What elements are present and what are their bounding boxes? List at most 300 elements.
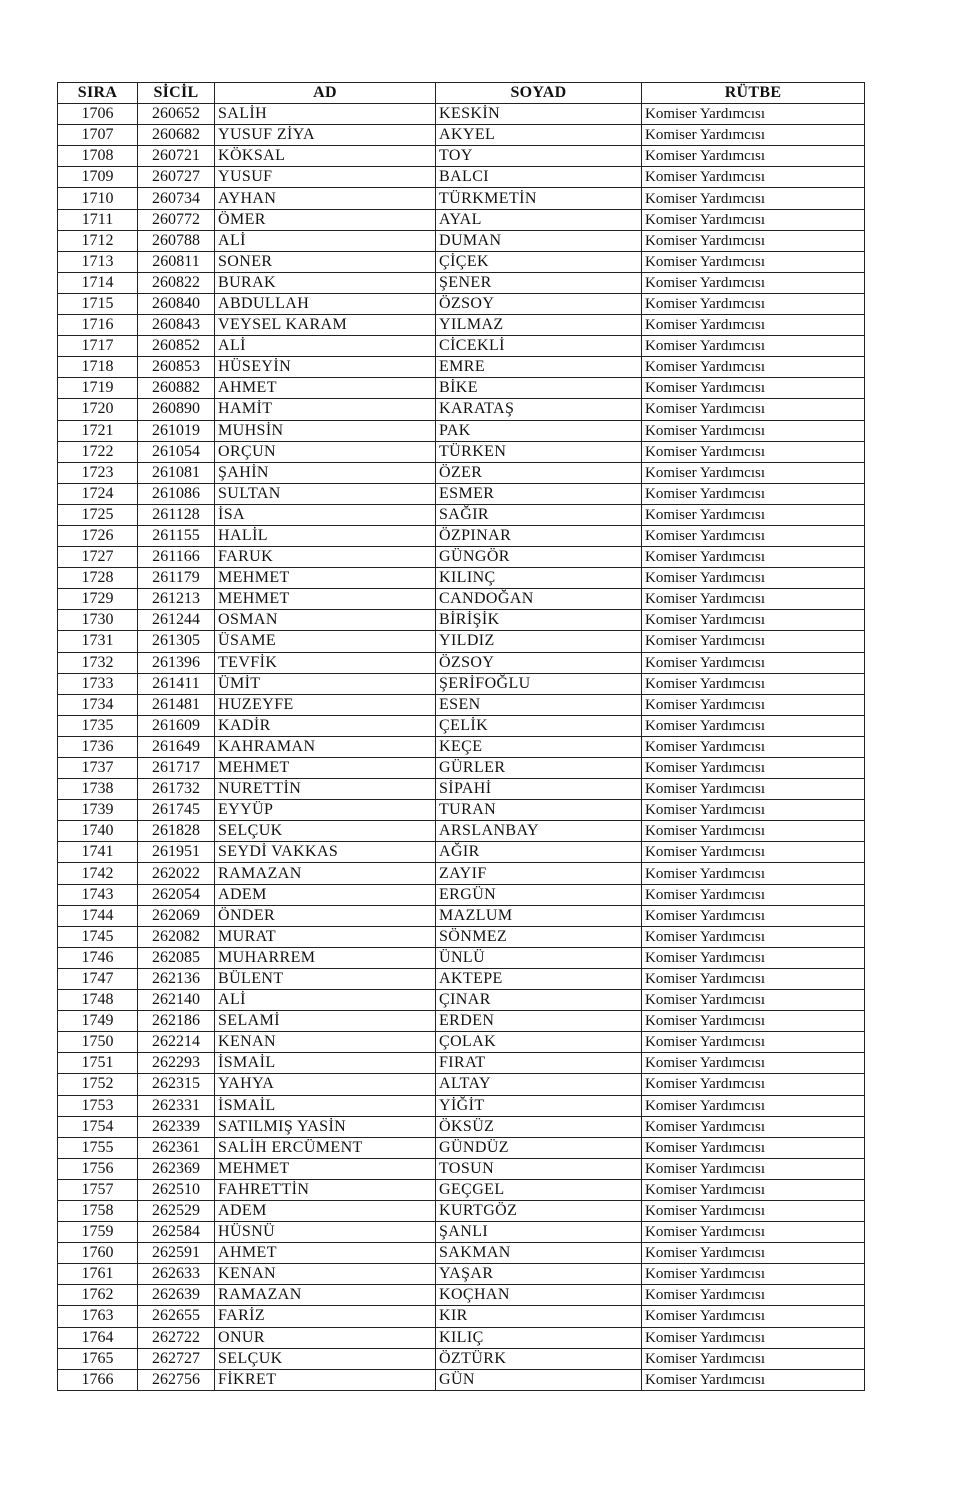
ad-cell: SELÇUK <box>215 821 436 842</box>
sira-cell: 1713 <box>58 251 138 272</box>
sira-cell: 1711 <box>58 209 138 230</box>
sira-cell: 1727 <box>58 547 138 568</box>
table-row <box>58 209 865 230</box>
rutbe-cell: Komiser Yardımcısı <box>642 209 865 230</box>
sira-cell: 1715 <box>58 293 138 314</box>
table-row <box>58 1095 865 1116</box>
ad-cell: BURAK <box>215 272 436 293</box>
ad-cell: HALİL <box>215 525 436 546</box>
sira-cell: 1734 <box>58 694 138 715</box>
sira-cell: 1755 <box>58 1137 138 1158</box>
ad-cell: FİKRET <box>215 1369 436 1390</box>
soyad-cell: KESKİN <box>436 104 642 125</box>
rutbe-cell: Komiser Yardımcısı <box>642 884 865 905</box>
rutbe-cell: Komiser Yardımcısı <box>642 483 865 504</box>
sicil-cell: 261396 <box>138 652 215 673</box>
sicil-cell: 260822 <box>138 272 215 293</box>
soyad-cell: ÇELİK <box>436 715 642 736</box>
sicil-cell: 261244 <box>138 610 215 631</box>
sicil-cell: 261213 <box>138 589 215 610</box>
ad-cell: ONUR <box>215 1327 436 1348</box>
rutbe-cell: Komiser Yardımcısı <box>642 104 865 125</box>
soyad-cell: ŞANLI <box>436 1222 642 1243</box>
table-row <box>58 652 865 673</box>
rutbe-cell: Komiser Yardımcısı <box>642 125 865 146</box>
sira-cell: 1758 <box>58 1200 138 1221</box>
ad-cell: VEYSEL KARAM <box>215 315 436 336</box>
table-row <box>58 673 865 694</box>
table-row <box>58 1369 865 1390</box>
ad-cell: MEHMET <box>215 589 436 610</box>
ad-cell: HÜSNÜ <box>215 1222 436 1243</box>
sicil-cell: 262140 <box>138 990 215 1011</box>
sicil-cell: 261155 <box>138 525 215 546</box>
sira-cell: 1743 <box>58 884 138 905</box>
soyad-cell: BİRİŞİK <box>436 610 642 631</box>
ad-cell: YUSUF ZİYA <box>215 125 436 146</box>
rutbe-cell: Komiser Yardımcısı <box>642 1053 865 1074</box>
table-row <box>58 990 865 1011</box>
soyad-cell: TÜRKMETİN <box>436 188 642 209</box>
ad-cell: ABDULLAH <box>215 293 436 314</box>
sicil-cell: 262214 <box>138 1032 215 1053</box>
table-row <box>58 167 865 188</box>
rutbe-cell: Komiser Yardımcısı <box>642 631 865 652</box>
sira-cell: 1710 <box>58 188 138 209</box>
sicil-cell: 261411 <box>138 673 215 694</box>
sicil-cell: 261481 <box>138 694 215 715</box>
rutbe-cell: Komiser Yardımcısı <box>642 652 865 673</box>
sira-cell: 1744 <box>58 905 138 926</box>
sira-cell: 1751 <box>58 1053 138 1074</box>
ad-cell: İSMAİL <box>215 1053 436 1074</box>
ad-cell: ALİ <box>215 990 436 1011</box>
sira-cell: 1712 <box>58 230 138 251</box>
sira-cell: 1720 <box>58 399 138 420</box>
table-row <box>58 399 865 420</box>
header-ad: AD <box>215 83 436 104</box>
sira-cell: 1742 <box>58 863 138 884</box>
sira-cell: 1728 <box>58 568 138 589</box>
ad-cell: BÜLENT <box>215 968 436 989</box>
sicil-cell: 262186 <box>138 1011 215 1032</box>
ad-cell: MUHSİN <box>215 420 436 441</box>
table-row <box>58 315 865 336</box>
rutbe-cell: Komiser Yardımcısı <box>642 568 865 589</box>
sicil-cell: 262639 <box>138 1285 215 1306</box>
soyad-cell: DUMAN <box>436 230 642 251</box>
sicil-cell: 262529 <box>138 1200 215 1221</box>
sira-cell: 1765 <box>58 1348 138 1369</box>
table-row <box>58 483 865 504</box>
sira-cell: 1717 <box>58 336 138 357</box>
sira-cell: 1737 <box>58 758 138 779</box>
ad-cell: FARUK <box>215 547 436 568</box>
sira-cell: 1725 <box>58 504 138 525</box>
table-row <box>58 293 865 314</box>
rutbe-cell: Komiser Yardımcısı <box>642 1369 865 1390</box>
table-row <box>58 1179 865 1200</box>
rutbe-cell: Komiser Yardımcısı <box>642 547 865 568</box>
sira-cell: 1745 <box>58 926 138 947</box>
table-row <box>58 610 865 631</box>
soyad-cell: YILDIZ <box>436 631 642 652</box>
ad-cell: TEVFİK <box>215 652 436 673</box>
table-row <box>58 336 865 357</box>
sicil-cell: 261081 <box>138 462 215 483</box>
table-row <box>58 146 865 167</box>
sira-cell: 1761 <box>58 1264 138 1285</box>
sira-cell: 1718 <box>58 357 138 378</box>
soyad-cell: YAŞAR <box>436 1264 642 1285</box>
rutbe-cell: Komiser Yardımcısı <box>642 399 865 420</box>
sicil-cell: 260721 <box>138 146 215 167</box>
table-row <box>58 884 865 905</box>
ad-cell: SONER <box>215 251 436 272</box>
sira-cell: 1740 <box>58 821 138 842</box>
sira-cell: 1736 <box>58 736 138 757</box>
soyad-cell: ÇİÇEK <box>436 251 642 272</box>
table-row <box>58 1243 865 1264</box>
sira-cell: 1729 <box>58 589 138 610</box>
soyad-cell: GEÇGEL <box>436 1179 642 1200</box>
soyad-cell: ÖZPINAR <box>436 525 642 546</box>
sira-cell: 1741 <box>58 842 138 863</box>
sicil-cell: 262369 <box>138 1158 215 1179</box>
ad-cell: ÖNDER <box>215 905 436 926</box>
sicil-cell: 260890 <box>138 399 215 420</box>
soyad-cell: ÇINAR <box>436 990 642 1011</box>
table-row <box>58 863 865 884</box>
sicil-cell: 261128 <box>138 504 215 525</box>
sicil-cell: 262361 <box>138 1137 215 1158</box>
rutbe-cell: Komiser Yardımcısı <box>642 230 865 251</box>
soyad-cell: SAKMAN <box>436 1243 642 1264</box>
sicil-cell: 262727 <box>138 1348 215 1369</box>
table-row <box>58 125 865 146</box>
ad-cell: EYYÜP <box>215 800 436 821</box>
table-row <box>58 631 865 652</box>
ad-cell: YAHYA <box>215 1074 436 1095</box>
rutbe-cell: Komiser Yardımcısı <box>642 1158 865 1179</box>
soyad-cell: ÜNLÜ <box>436 947 642 968</box>
rutbe-cell: Komiser Yardımcısı <box>642 842 865 863</box>
table-row <box>58 779 865 800</box>
rutbe-cell: Komiser Yardımcısı <box>642 821 865 842</box>
rutbe-cell: Komiser Yardımcısı <box>642 926 865 947</box>
table-row <box>58 420 865 441</box>
rutbe-cell: Komiser Yardımcısı <box>642 462 865 483</box>
sicil-cell: 260734 <box>138 188 215 209</box>
rutbe-cell: Komiser Yardımcısı <box>642 1032 865 1053</box>
rutbe-cell: Komiser Yardımcısı <box>642 736 865 757</box>
sicil-cell: 260727 <box>138 167 215 188</box>
sicil-cell: 260853 <box>138 357 215 378</box>
table-row <box>58 378 865 399</box>
ad-cell: ADEM <box>215 1200 436 1221</box>
sira-cell: 1759 <box>58 1222 138 1243</box>
rutbe-cell: Komiser Yardımcısı <box>642 1243 865 1264</box>
ad-cell: ÜMİT <box>215 673 436 694</box>
ad-cell: YUSUF <box>215 167 436 188</box>
rutbe-cell: Komiser Yardımcısı <box>642 1116 865 1137</box>
ad-cell: AYHAN <box>215 188 436 209</box>
rutbe-cell: Komiser Yardımcısı <box>642 188 865 209</box>
table-row <box>58 104 865 125</box>
rutbe-cell: Komiser Yardımcısı <box>642 272 865 293</box>
sira-cell: 1724 <box>58 483 138 504</box>
ad-cell: SELAMİ <box>215 1011 436 1032</box>
sira-cell: 1739 <box>58 800 138 821</box>
soyad-cell: YILMAZ <box>436 315 642 336</box>
table-row <box>58 188 865 209</box>
sicil-cell: 261086 <box>138 483 215 504</box>
soyad-cell: KOÇHAN <box>436 1285 642 1306</box>
table-row <box>58 1264 865 1285</box>
table-row <box>58 441 865 462</box>
ad-cell: ÖMER <box>215 209 436 230</box>
rutbe-cell: Komiser Yardımcısı <box>642 694 865 715</box>
rutbe-cell: Komiser Yardımcısı <box>642 251 865 272</box>
ad-cell: SULTAN <box>215 483 436 504</box>
sira-cell: 1747 <box>58 968 138 989</box>
sira-cell: 1752 <box>58 1074 138 1095</box>
sira-cell: 1754 <box>58 1116 138 1137</box>
soyad-cell: TÜRKEN <box>436 441 642 462</box>
table-row <box>58 1200 865 1221</box>
sira-cell: 1709 <box>58 167 138 188</box>
rutbe-cell: Komiser Yardımcısı <box>642 1200 865 1221</box>
rutbe-cell: Komiser Yardımcısı <box>642 167 865 188</box>
rutbe-cell: Komiser Yardımcısı <box>642 293 865 314</box>
rutbe-cell: Komiser Yardımcısı <box>642 336 865 357</box>
rutbe-cell: Komiser Yardımcısı <box>642 589 865 610</box>
table-row <box>58 1285 865 1306</box>
soyad-cell: FIRAT <box>436 1053 642 1074</box>
sira-cell: 1730 <box>58 610 138 631</box>
sicil-cell: 262584 <box>138 1222 215 1243</box>
rutbe-cell: Komiser Yardımcısı <box>642 610 865 631</box>
soyad-cell: SİPAHİ <box>436 779 642 800</box>
rutbe-cell: Komiser Yardımcısı <box>642 420 865 441</box>
rutbe-cell: Komiser Yardımcısı <box>642 1306 865 1327</box>
sicil-cell: 260652 <box>138 104 215 125</box>
sicil-cell: 260788 <box>138 230 215 251</box>
sicil-cell: 262082 <box>138 926 215 947</box>
table-row <box>58 1053 865 1074</box>
sira-cell: 1735 <box>58 715 138 736</box>
table-row <box>58 905 865 926</box>
soyad-cell: KILIÇ <box>436 1327 642 1348</box>
table-row <box>58 525 865 546</box>
ad-cell: ADEM <box>215 884 436 905</box>
rutbe-cell: Komiser Yardımcısı <box>642 1179 865 1200</box>
rutbe-cell: Komiser Yardımcısı <box>642 1285 865 1306</box>
sira-cell: 1748 <box>58 990 138 1011</box>
table-row <box>58 462 865 483</box>
sicil-cell: 261745 <box>138 800 215 821</box>
rutbe-cell: Komiser Yardımcısı <box>642 525 865 546</box>
table-row <box>58 1306 865 1327</box>
rutbe-cell: Komiser Yardımcısı <box>642 968 865 989</box>
sicil-cell: 260882 <box>138 378 215 399</box>
ad-cell: KÖKSAL <box>215 146 436 167</box>
sira-cell: 1749 <box>58 1011 138 1032</box>
sira-cell: 1756 <box>58 1158 138 1179</box>
sicil-cell: 261828 <box>138 821 215 842</box>
sira-cell: 1762 <box>58 1285 138 1306</box>
soyad-cell: BİKE <box>436 378 642 399</box>
ad-cell: HÜSEYİN <box>215 357 436 378</box>
soyad-cell: ESEN <box>436 694 642 715</box>
sicil-cell: 260840 <box>138 293 215 314</box>
header-sicil: SİCİL <box>138 83 215 104</box>
sira-cell: 1733 <box>58 673 138 694</box>
table-body <box>58 104 865 1391</box>
rutbe-cell: Komiser Yardımcısı <box>642 715 865 736</box>
sicil-cell: 262022 <box>138 863 215 884</box>
sira-cell: 1732 <box>58 652 138 673</box>
ad-cell: RAMAZAN <box>215 1285 436 1306</box>
rutbe-cell: Komiser Yardımcısı <box>642 315 865 336</box>
rutbe-cell: Komiser Yardımcısı <box>642 1327 865 1348</box>
soyad-cell: ÖKSÜZ <box>436 1116 642 1137</box>
sira-cell: 1726 <box>58 525 138 546</box>
ad-cell: MEHMET <box>215 568 436 589</box>
ad-cell: HUZEYFE <box>215 694 436 715</box>
rutbe-cell: Komiser Yardımcısı <box>642 758 865 779</box>
table-row <box>58 1074 865 1095</box>
sicil-cell: 262591 <box>138 1243 215 1264</box>
sicil-cell: 262339 <box>138 1116 215 1137</box>
sicil-cell: 262756 <box>138 1369 215 1390</box>
soyad-cell: GÜN <box>436 1369 642 1390</box>
soyad-cell: KURTGÖZ <box>436 1200 642 1221</box>
table-row <box>58 1011 865 1032</box>
header-sira: SIRA <box>58 83 138 104</box>
table-row <box>58 1032 865 1053</box>
soyad-cell: ZAYIF <box>436 863 642 884</box>
rutbe-cell: Komiser Yardımcısı <box>642 673 865 694</box>
table-row <box>58 1158 865 1179</box>
soyad-cell: AĞIR <box>436 842 642 863</box>
table-row <box>58 272 865 293</box>
sicil-cell: 262054 <box>138 884 215 905</box>
table-row <box>58 230 865 251</box>
sicil-cell: 261054 <box>138 441 215 462</box>
table-row <box>58 715 865 736</box>
sicil-cell: 262085 <box>138 947 215 968</box>
sira-cell: 1721 <box>58 420 138 441</box>
ad-cell: ORÇUN <box>215 441 436 462</box>
rutbe-cell: Komiser Yardımcısı <box>642 1011 865 1032</box>
sira-cell: 1707 <box>58 125 138 146</box>
sira-cell: 1753 <box>58 1095 138 1116</box>
rutbe-cell: Komiser Yardımcısı <box>642 779 865 800</box>
soyad-cell: ALTAY <box>436 1074 642 1095</box>
sicil-cell: 261179 <box>138 568 215 589</box>
sicil-cell: 262655 <box>138 1306 215 1327</box>
ad-cell: MEHMET <box>215 758 436 779</box>
ad-cell: KADİR <box>215 715 436 736</box>
rutbe-cell: Komiser Yardımcısı <box>642 357 865 378</box>
rutbe-cell: Komiser Yardımcısı <box>642 1137 865 1158</box>
rutbe-cell: Komiser Yardımcısı <box>642 441 865 462</box>
sira-cell: 1723 <box>58 462 138 483</box>
sicil-cell: 262293 <box>138 1053 215 1074</box>
rutbe-cell: Komiser Yardımcısı <box>642 1095 865 1116</box>
header-row <box>58 83 865 104</box>
ad-cell: MEHMET <box>215 1158 436 1179</box>
sicil-cell: 261951 <box>138 842 215 863</box>
sicil-cell: 262510 <box>138 1179 215 1200</box>
sira-cell: 1760 <box>58 1243 138 1264</box>
ad-cell: MURAT <box>215 926 436 947</box>
table-row <box>58 1137 865 1158</box>
ad-cell: HAMİT <box>215 399 436 420</box>
ad-cell: İSA <box>215 504 436 525</box>
table-row <box>58 589 865 610</box>
soyad-cell: KEÇE <box>436 736 642 757</box>
table-row <box>58 758 865 779</box>
soyad-cell: ÖZTÜRK <box>436 1348 642 1369</box>
soyad-cell: SÖNMEZ <box>436 926 642 947</box>
rutbe-cell: Komiser Yardımcısı <box>642 146 865 167</box>
sira-cell: 1738 <box>58 779 138 800</box>
soyad-cell: BALCI <box>436 167 642 188</box>
rutbe-cell: Komiser Yardımcısı <box>642 504 865 525</box>
rutbe-cell: Komiser Yardımcısı <box>642 990 865 1011</box>
soyad-cell: YİĞİT <box>436 1095 642 1116</box>
rutbe-cell: Komiser Yardımcısı <box>642 863 865 884</box>
soyad-cell: GÜNGÖR <box>436 547 642 568</box>
soyad-cell: ÖZER <box>436 462 642 483</box>
table-row <box>58 1116 865 1137</box>
soyad-cell: TOY <box>436 146 642 167</box>
sira-cell: 1722 <box>58 441 138 462</box>
soyad-cell: AKTEPE <box>436 968 642 989</box>
soyad-cell: TOSUN <box>436 1158 642 1179</box>
ad-cell: ŞAHİN <box>215 462 436 483</box>
ad-cell: İSMAİL <box>215 1095 436 1116</box>
sira-cell: 1706 <box>58 104 138 125</box>
soyad-cell: ERDEN <box>436 1011 642 1032</box>
soyad-cell: CİCEKLİ <box>436 336 642 357</box>
sicil-cell: 261649 <box>138 736 215 757</box>
table-row <box>58 736 865 757</box>
soyad-cell: ÖZSOY <box>436 652 642 673</box>
ad-cell: AHMET <box>215 378 436 399</box>
soyad-cell: ŞENER <box>436 272 642 293</box>
sicil-cell: 260682 <box>138 125 215 146</box>
table-row <box>58 1222 865 1243</box>
ad-cell: NURETTİN <box>215 779 436 800</box>
sicil-cell: 261609 <box>138 715 215 736</box>
ad-cell: SELÇUK <box>215 1348 436 1369</box>
rutbe-cell: Komiser Yardımcısı <box>642 1074 865 1095</box>
ad-cell: ALİ <box>215 336 436 357</box>
sira-cell: 1763 <box>58 1306 138 1327</box>
sicil-cell: 261717 <box>138 758 215 779</box>
sira-cell: 1708 <box>58 146 138 167</box>
sicil-cell: 262722 <box>138 1327 215 1348</box>
soyad-cell: KILINÇ <box>436 568 642 589</box>
sicil-cell: 262315 <box>138 1074 215 1095</box>
ad-cell: SALİH ERCÜMENT <box>215 1137 436 1158</box>
table-row <box>58 800 865 821</box>
soyad-cell: CANDOĞAN <box>436 589 642 610</box>
ad-cell: RAMAZAN <box>215 863 436 884</box>
